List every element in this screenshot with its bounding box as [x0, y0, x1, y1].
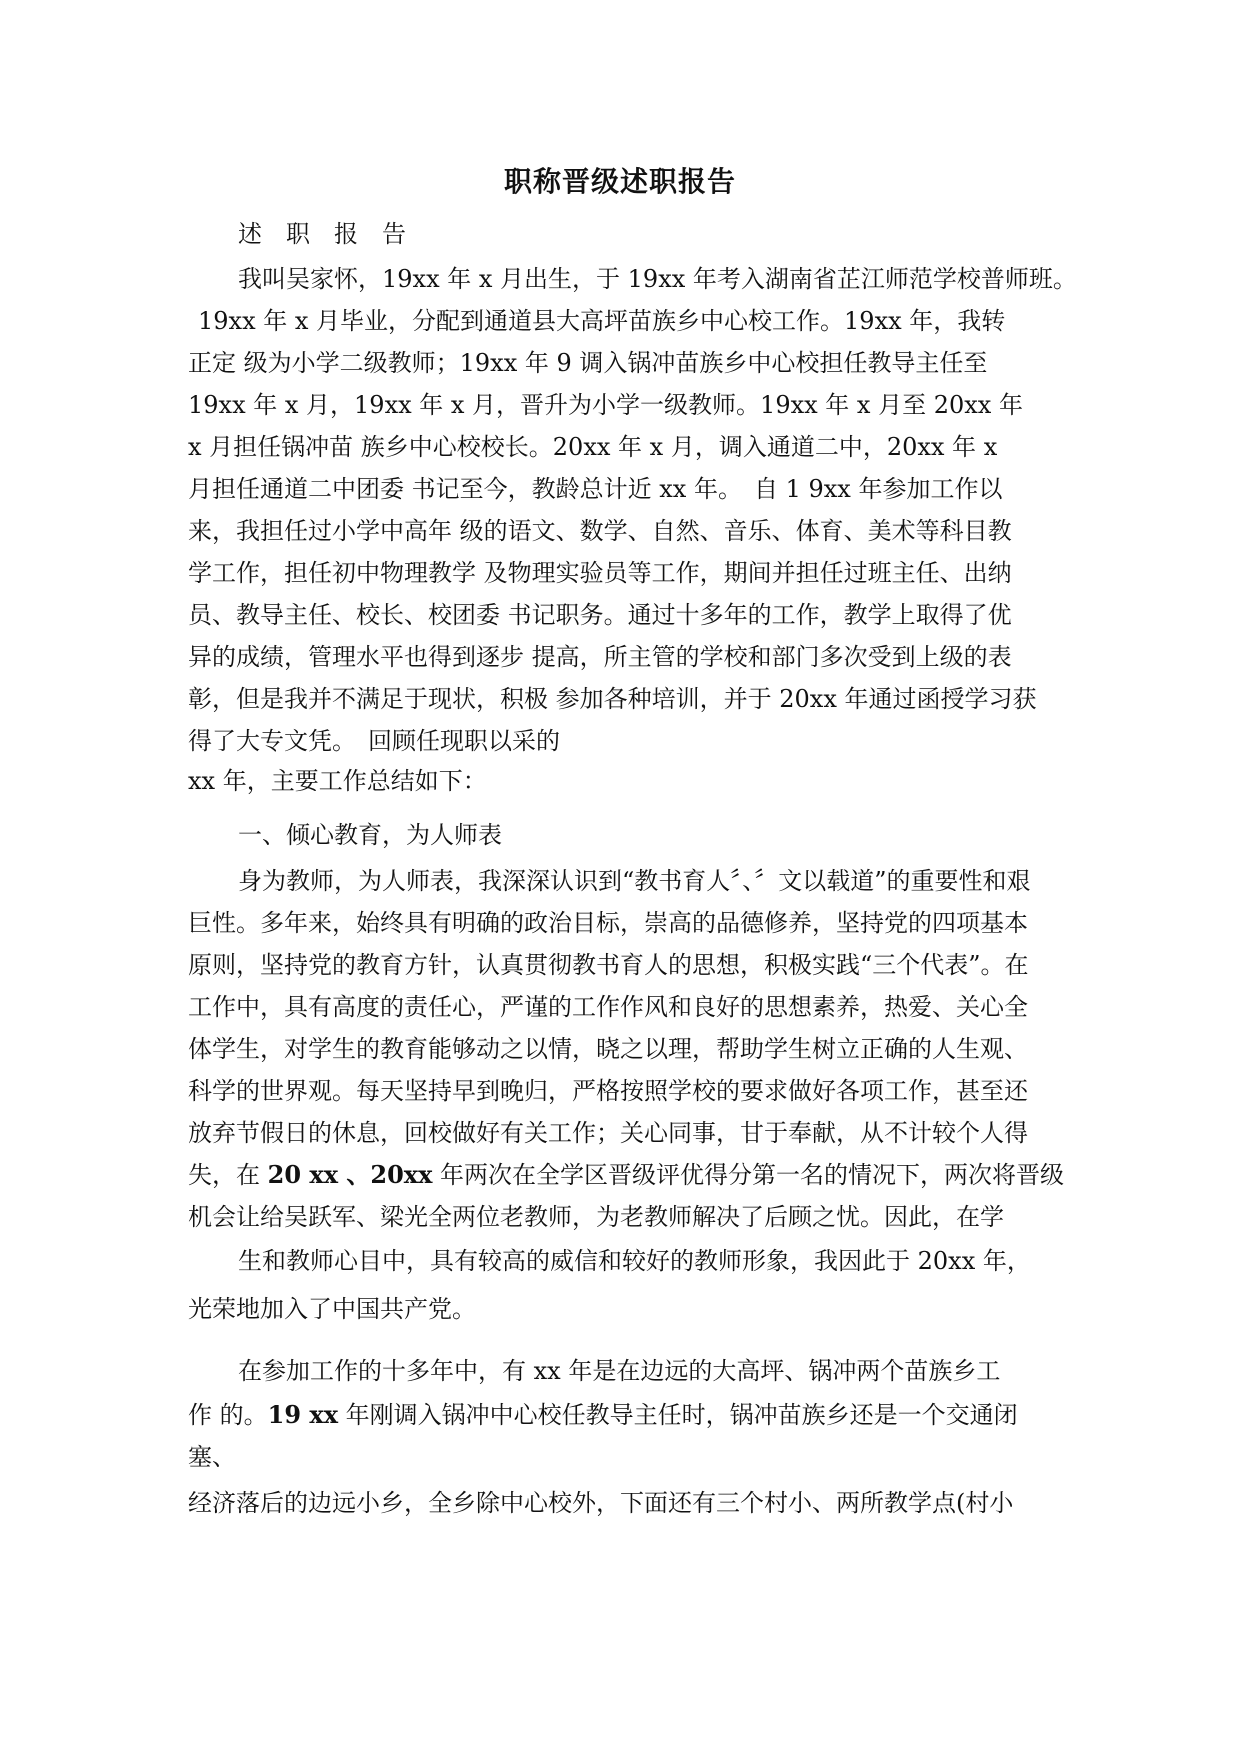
report-heading: 述 职 报 告 [238, 220, 406, 248]
body-line: 科学的世界观。每天坚持早到晚归，严格按照学校的要求做好各项工作，甚至还 [188, 1077, 1028, 1105]
body-line: 体学生，对学生的教育能够动之以情，晓之以理，帮助学生树立正确的人生观、 [188, 1035, 1028, 1063]
intro-line: 异的成绩，管理水平也得到逐步 提高，所主管的学校和部门多次受到上级的表 [188, 643, 1012, 671]
intro-line: 我叫吴家怀，19xx 年 x 月出生，于 19xx 年考入湖南省芷江师范学校普师班。 [238, 265, 1077, 293]
intro-line: 19xx 年 x 月毕业，分配到通道县大高坪苗族乡中心校工作。19xx 年，我转 [198, 307, 1006, 335]
body-line: 在参加工作的十多年中，有 xx 年是在边远的大高坪、锅冲两个苗族乡工 [238, 1357, 1001, 1385]
body-text: 失，在 [188, 1161, 268, 1189]
body-line: 身为教师，为人师表，我深深认识到“教书育人〞、〞文以载道”的重要性和艰 [238, 867, 1031, 895]
intro-line: 来，我担任过小学中高年 级的语文、数学、自然、音乐、体育、美术等科目教 [188, 517, 1012, 545]
intro-line: 员、教导主任、校长、校团委 书记职务。通过十多年的工作，教学上取得了优 [188, 601, 1012, 629]
body-text: 年刚调入锅冲中心校任教导主任时，锅冲苗族乡还是一个交通闭 [338, 1401, 1018, 1429]
intro-line: 得了大专文凭。 回顾任现职以采的 [188, 727, 560, 755]
intro-line: x 月担任锅冲苗 族乡中心校校长。20xx 年 x 月，调入通道二中，20xx 年 x [188, 433, 998, 461]
intro-line: 月担任通道二中团委 书记至今，教龄总计近 xx 年。 自 1 9xx 年参加工作以 [188, 475, 1003, 503]
body-line: 生和教师心目中，具有较高的威信和较好的教师形象，我因此于 20xx 年， [238, 1247, 1031, 1275]
intro-line: 19xx 年 x 月，19xx 年 x 月，晋升为小学一级教师。19xx 年 x 月至 20xx 年 [188, 391, 1023, 419]
body-line [188, 1400, 1018, 1430]
document-title: 职称晋级述职报告 [503, 165, 736, 198]
section-heading: 一、倾心教育，为人师表 [238, 821, 502, 849]
body-line: 机会让给吴跃军、梁光全两位老教师，为老教师解决了后顾之忧。因此，在学 [188, 1203, 1004, 1231]
intro-line: 正定 级为小学二级教师；19xx 年 9 调入锅冲苗族乡中心校担任教导主任至 [188, 349, 988, 377]
body-line: 经济落后的边远小乡，全乡除中心校外，下面还有三个村小、两所教学点(村小 [188, 1489, 1014, 1517]
body-line: 光荣地加入了中国共产党。 [188, 1295, 476, 1323]
body-text: 作 的。 [188, 1401, 268, 1429]
intro-line: 彰，但是我并不满足于现状，积极 参加各种培训，并于 20xx 年通过函授学习获 [188, 685, 1037, 713]
body-line: 巨性。多年来，始终具有明确的政治目标，崇高的品德修养，坚持党的四项基本 [188, 909, 1028, 937]
intro-line: xx 年，主要工作总结如下： [188, 767, 487, 795]
bold-years: 19 xx [267, 1400, 339, 1429]
body-line: 工作中，具有高度的责任心，严谨的工作作风和良好的思想素养，热爱、关心全 [188, 993, 1028, 1021]
body-line: 放弃节假日的休息，回校做好有关工作；关心同事，甘于奉献，从不计较个人得 [188, 1119, 1028, 1147]
body-line: 原则，坚持党的教育方针，认真贯彻教书育人的思想，积极实践“三个代表”。在 [188, 951, 1029, 979]
bold-years: 20 xx 、20xx [267, 1160, 433, 1189]
body-line [188, 1160, 1064, 1190]
intro-line: 学工作，担任初中物理教学 及物理实验员等工作，期间并担任过班主任、出纳 [188, 559, 1012, 587]
body-text: 年两次在全学区晋级评优得分第一名的情况下，两次将晋级 [432, 1161, 1065, 1189]
body-line: 塞、 [188, 1443, 236, 1471]
